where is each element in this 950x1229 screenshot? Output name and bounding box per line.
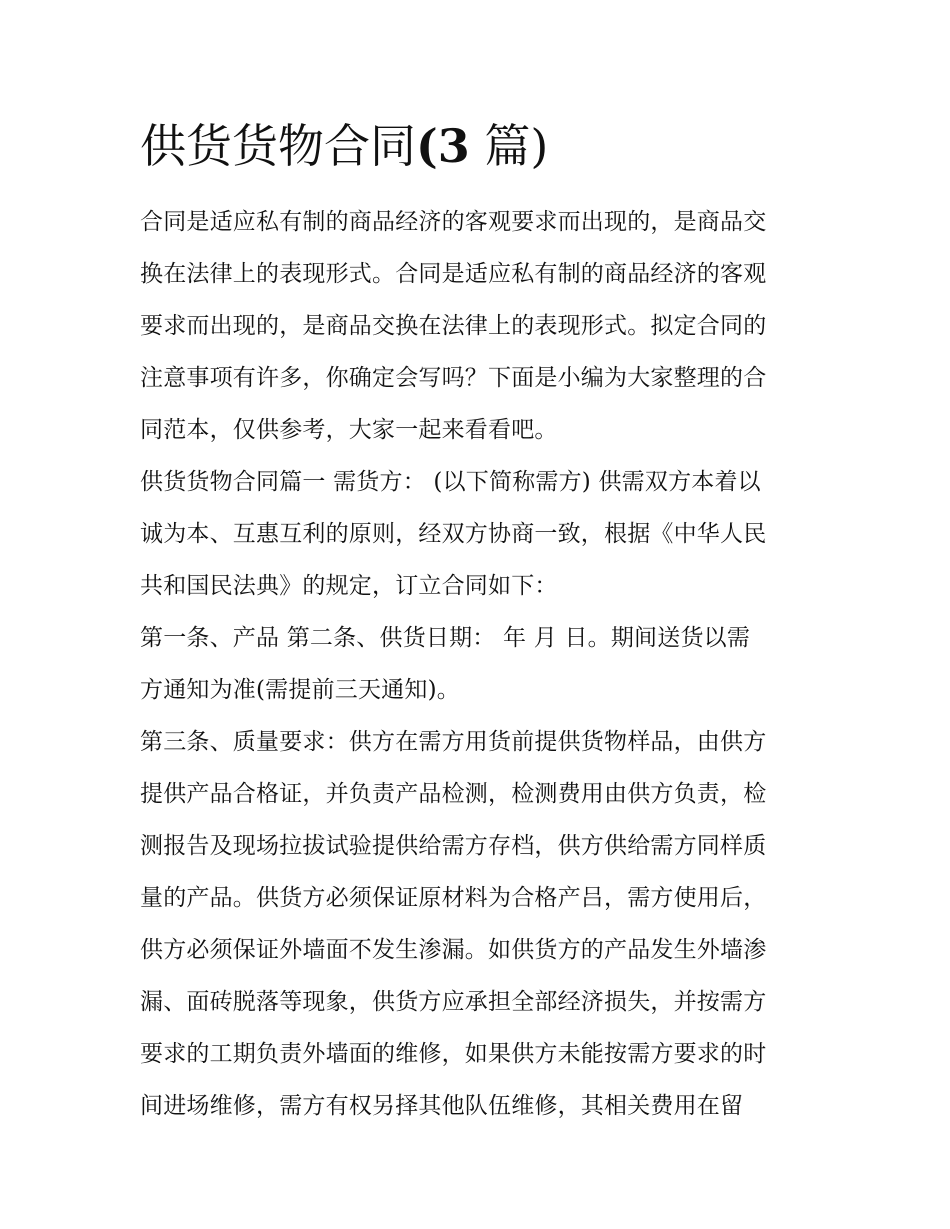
body-line: 方通知为准(需提前三天通知)。 bbox=[140, 677, 460, 703]
body-line: 诚为本、互惠互利的原则，经双方协商一致，根据《中华人民 bbox=[140, 521, 767, 547]
body-line: 第三条、质量要求：供方在需方用货前提供货物样品，由供方 bbox=[140, 729, 767, 755]
body-line: 换在法律上的表现形式。合同是适应私有制的商品经济的客观 bbox=[140, 261, 767, 287]
body-line: 供方必须保证外墙面不发生渗漏。如供货方的产品发生外墙渗 bbox=[140, 937, 767, 963]
body-line: 间进场维修，需方有权另择其他队伍维修，其相关费用在留 bbox=[140, 1093, 744, 1119]
body-line: 注意事项有许多，你确定会写吗？下面是小编为大家整理的合 bbox=[140, 365, 767, 391]
document-title bbox=[140, 116, 548, 176]
body-line: 要求的工期负责外墙面的维修，如果供方未能按需方要求的时 bbox=[140, 1041, 767, 1067]
title-paren-open: ( bbox=[416, 119, 438, 173]
title-suffix: 篇) bbox=[469, 119, 549, 173]
body-line: 第一条、产品 第二条、供货日期： 年 月 日。期间送货以需 bbox=[140, 625, 751, 651]
body-line: 共和国民法典》的规定，订立合同如下： bbox=[140, 573, 558, 599]
body-line: 要求而出现的，是商品交换在法律上的表现形式。拟定合同的 bbox=[140, 313, 767, 339]
body-line: 测报告及现场拉拔试验提供给需方存档，供方供给需方同样质 bbox=[140, 833, 767, 859]
title-main: 供货货物合同 bbox=[140, 119, 416, 173]
body-line: 供货货物合同篇一 需货方： (以下简称需方) 供需双方本着以 bbox=[140, 469, 761, 495]
body-line: 漏、面砖脱落等现象，供货方应承担全部经济损失，并按需方 bbox=[140, 989, 767, 1015]
document-body bbox=[140, 196, 820, 1132]
body-line: 合同是适应私有制的商品经济的客观要求而出现的，是商品交 bbox=[140, 209, 767, 235]
body-line: 同范本，仅供参考，大家一起来看看吧。 bbox=[140, 417, 558, 443]
title-count: 3 bbox=[437, 119, 470, 173]
body-line: 提供产品合格证，并负责产品检测，检测费用由供方负责，检 bbox=[140, 781, 767, 807]
body-line: 量的产品。供货方必须保证原材料为合格产吕，需方使用后， bbox=[140, 885, 767, 911]
